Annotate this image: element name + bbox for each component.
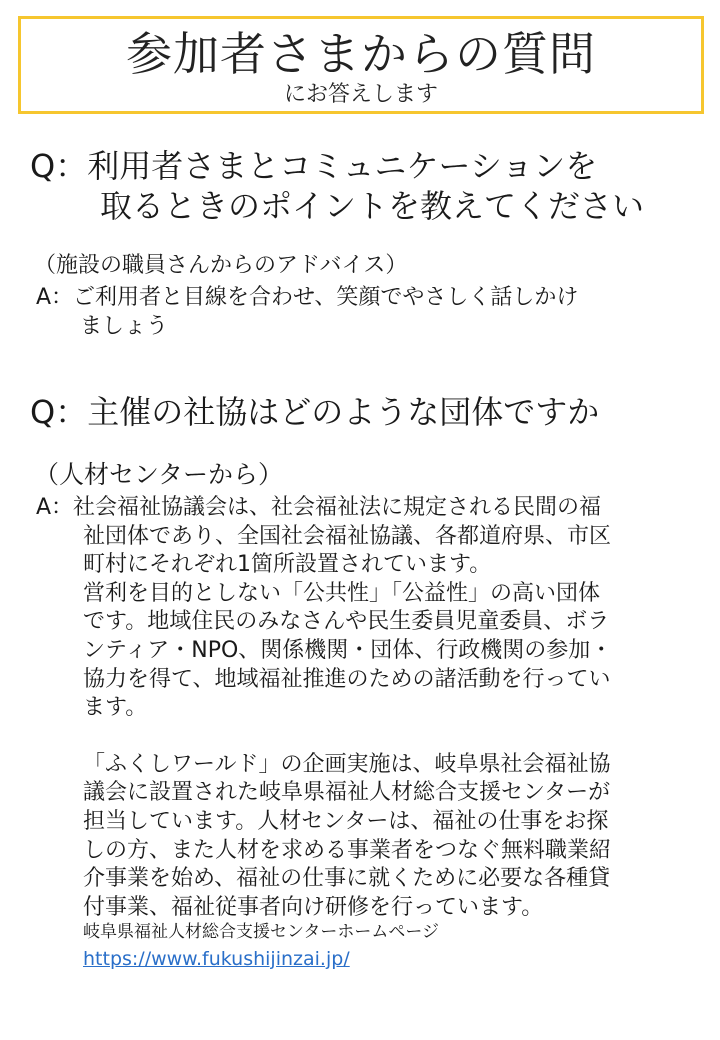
homepage-label: 岐阜県福祉人材総合支援センターホームページ	[83, 922, 439, 942]
answer-2-line-9: 「ふくしワールド」の企画実施は、岐阜県社会福祉協	[83, 751, 611, 777]
page-subtitle: にお答えします	[283, 82, 438, 107]
answer-2-line-10: 議会に設置された岐阜県福祉人材総合支援センターが	[83, 780, 611, 806]
answer-2-line-6: ンティア・NPO、関係機関・団体、行政機関の参加・	[83, 637, 613, 663]
header-box	[18, 16, 704, 114]
answer-2-line-2: 祉団体であり、全国社会福祉協議、各都道府県、市区	[83, 523, 612, 549]
question-1	[30, 146, 644, 226]
answer-2-source: （人材センターから）	[34, 460, 284, 489]
page-title: 参加者さまからの質問	[126, 27, 596, 81]
answer-2-line-8: ます。	[83, 695, 148, 721]
question-2	[30, 392, 599, 432]
answer-2-line-1: A：社会福祉協議会は、社会福祉法に規定される民間の福	[36, 495, 602, 520]
answer-2-line-3: 町村にそれぞれ1箇所設置されています。	[83, 552, 492, 578]
answer-1-source: （施設の職員さんからのアドバイス）	[34, 253, 408, 278]
answer-2-line-7: 協力を得て、地域福祉推進のための諸活動を行ってい	[83, 666, 611, 692]
answer-2-line-14: 付事業、福祉従事者向け研修を行っています。	[83, 894, 544, 920]
answer-2	[36, 494, 686, 922]
question-1-line-1: Q：利用者さまとコミュニケーションを	[30, 147, 598, 185]
answer-2-line-11: 担当しています。人材センターは、福祉の仕事をお探	[83, 808, 609, 834]
answer-1-line-1: A：ご利用者と目線を合わせ、笑顔でやさしく話しかけ	[36, 285, 579, 310]
question-1-line-2: 取るときのポイントを教えてください	[100, 187, 645, 225]
answer-1-line-2: ましょう	[80, 314, 169, 339]
answer-2-line-12: しの方、また人材を求める事業者をつなぐ無料職業紹	[83, 837, 612, 863]
answer-2-line-5: です。地域住民のみなさんや民生委員児童委員、ボラ	[83, 609, 610, 635]
answer-2-line-13: 介事業を始め、福祉の仕事に就くために必要な各種貸	[83, 866, 611, 892]
answer-1	[36, 283, 578, 341]
question-2-line-1: Q：主催の社協はどのような団体ですか	[30, 393, 600, 431]
answer-2-line-4: 営利を目的としない「公共性」「公益性」の高い団体	[83, 580, 601, 606]
homepage-link[interactable]: https://www.fukushijinzai.jp/	[83, 948, 350, 970]
